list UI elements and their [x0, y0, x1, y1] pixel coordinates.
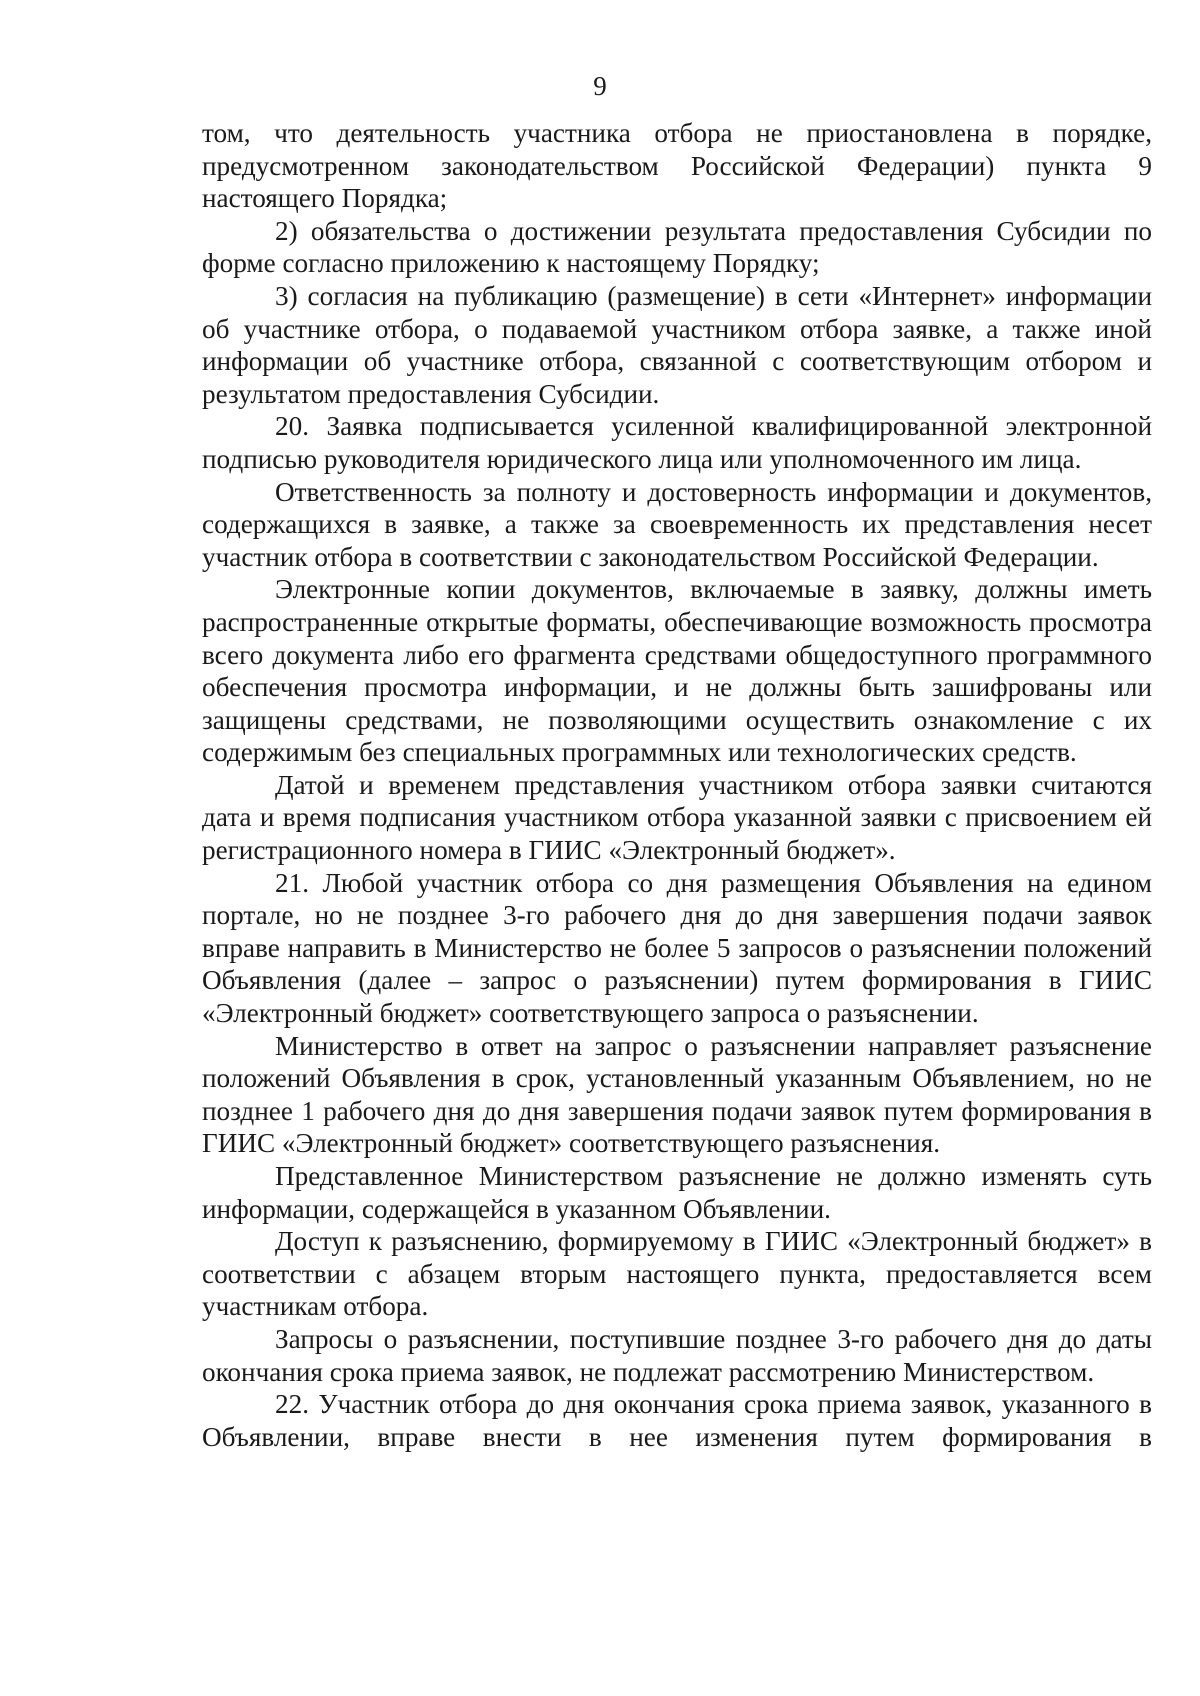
paragraph-2: 2) обязательства о достижении результата предоставления Субсидии по форме согласно приложению к настоящему Порядку; [202, 215, 1152, 279]
paragraph-10: Представленное Министерством разъяснение не должно изменять суть информации, содержащейся в указанном Объявлении. [202, 1161, 1152, 1224]
paragraph-8: 21. Любой участник отбора со дня размещения Объявления на едином портале, но не позднее 3-го рабочего дня до дня завершения подачи заявок вправе направить в Министерство не более 5 запросов о разъяснении положений Объявления (далее – запрос о разъяснении) путем формирования в ГИИС «Электронный бюджет» соответствующего запроса о разъяснении. [202, 867, 1152, 1029]
paragraph-3: 3) согласия на публикацию (размещение) в сети «Интернет» информации об участнике отбора, о подаваемой участником отбора заявке, а также иной информации об участнике отбора, связанной с соответствующим отбором и результатом предоставления Субсидии. [202, 280, 1152, 409]
paragraph-9: Министерство в ответ на запрос о разъяснении направляет разъяснение положений Объявления в срок, установленный указанным Объявлением, но не позднее 1 рабочего дня до дня завершения подачи заявок путем формирования в ГИИС «Электронный бюджет» соответствующего разъяснения. [202, 1030, 1152, 1159]
paragraph-12: Запросы о разъяснении, поступившие позднее 3-го рабочего дня до даты окончания срока приема заявок, не подлежат рассмотрению Министерством. [202, 1323, 1152, 1387]
document-body [202, 117, 1152, 1453]
paragraph-6: Электронные копии документов, включаемые в заявку, должны иметь распространенные открытые форматы, обеспечивающие возможность просмотра всего документа либо его фрагмента средствами общедоступного программного обеспечения просмотра информации, и не должны быть зашифрованы или защищены средствами, не позволяющими осуществить ознакомление с их содержимым без специальных программных или технологических средств. [202, 574, 1152, 768]
paragraph-11: Доступ к разъяснению, формируемому в ГИИС «Электронный бюджет» в соответствии с абзацем вторым настоящего пункта, предоставляется всем участникам отбора. [202, 1226, 1152, 1322]
paragraph-7: Датой и временем представления участником отбора заявки считаются дата и время подписания участником отбора указанной заявки с присвоением ей регистрационного номера в ГИИС «Электронный бюджет». [202, 769, 1152, 866]
paragraph-4: 20. Заявка подписывается усиленной квалифицированной электронной подписью руководителя юридического лица или уполномоченного им лица. [202, 411, 1152, 474]
paragraph-5: Ответственность за полноту и достоверность информации и документов, содержащихся в заявке, а также за своевременность их представления несет участник отбора в соответствии с законодательством Российской Федерации. [202, 476, 1152, 572]
page-number: 9 [593, 71, 607, 101]
paragraph-1: том, что деятельность участника отбора не приостановлена в порядке, предусмотренном законодательством Российской Федерации) пункта 9 настоящего Порядка; [202, 118, 1152, 214]
paragraph-13: 22. Участник отбора до дня окончания срока приема заявок, указанного в Объявлении, вправе внести в нее изменения путем формирования в [202, 1389, 1152, 1452]
